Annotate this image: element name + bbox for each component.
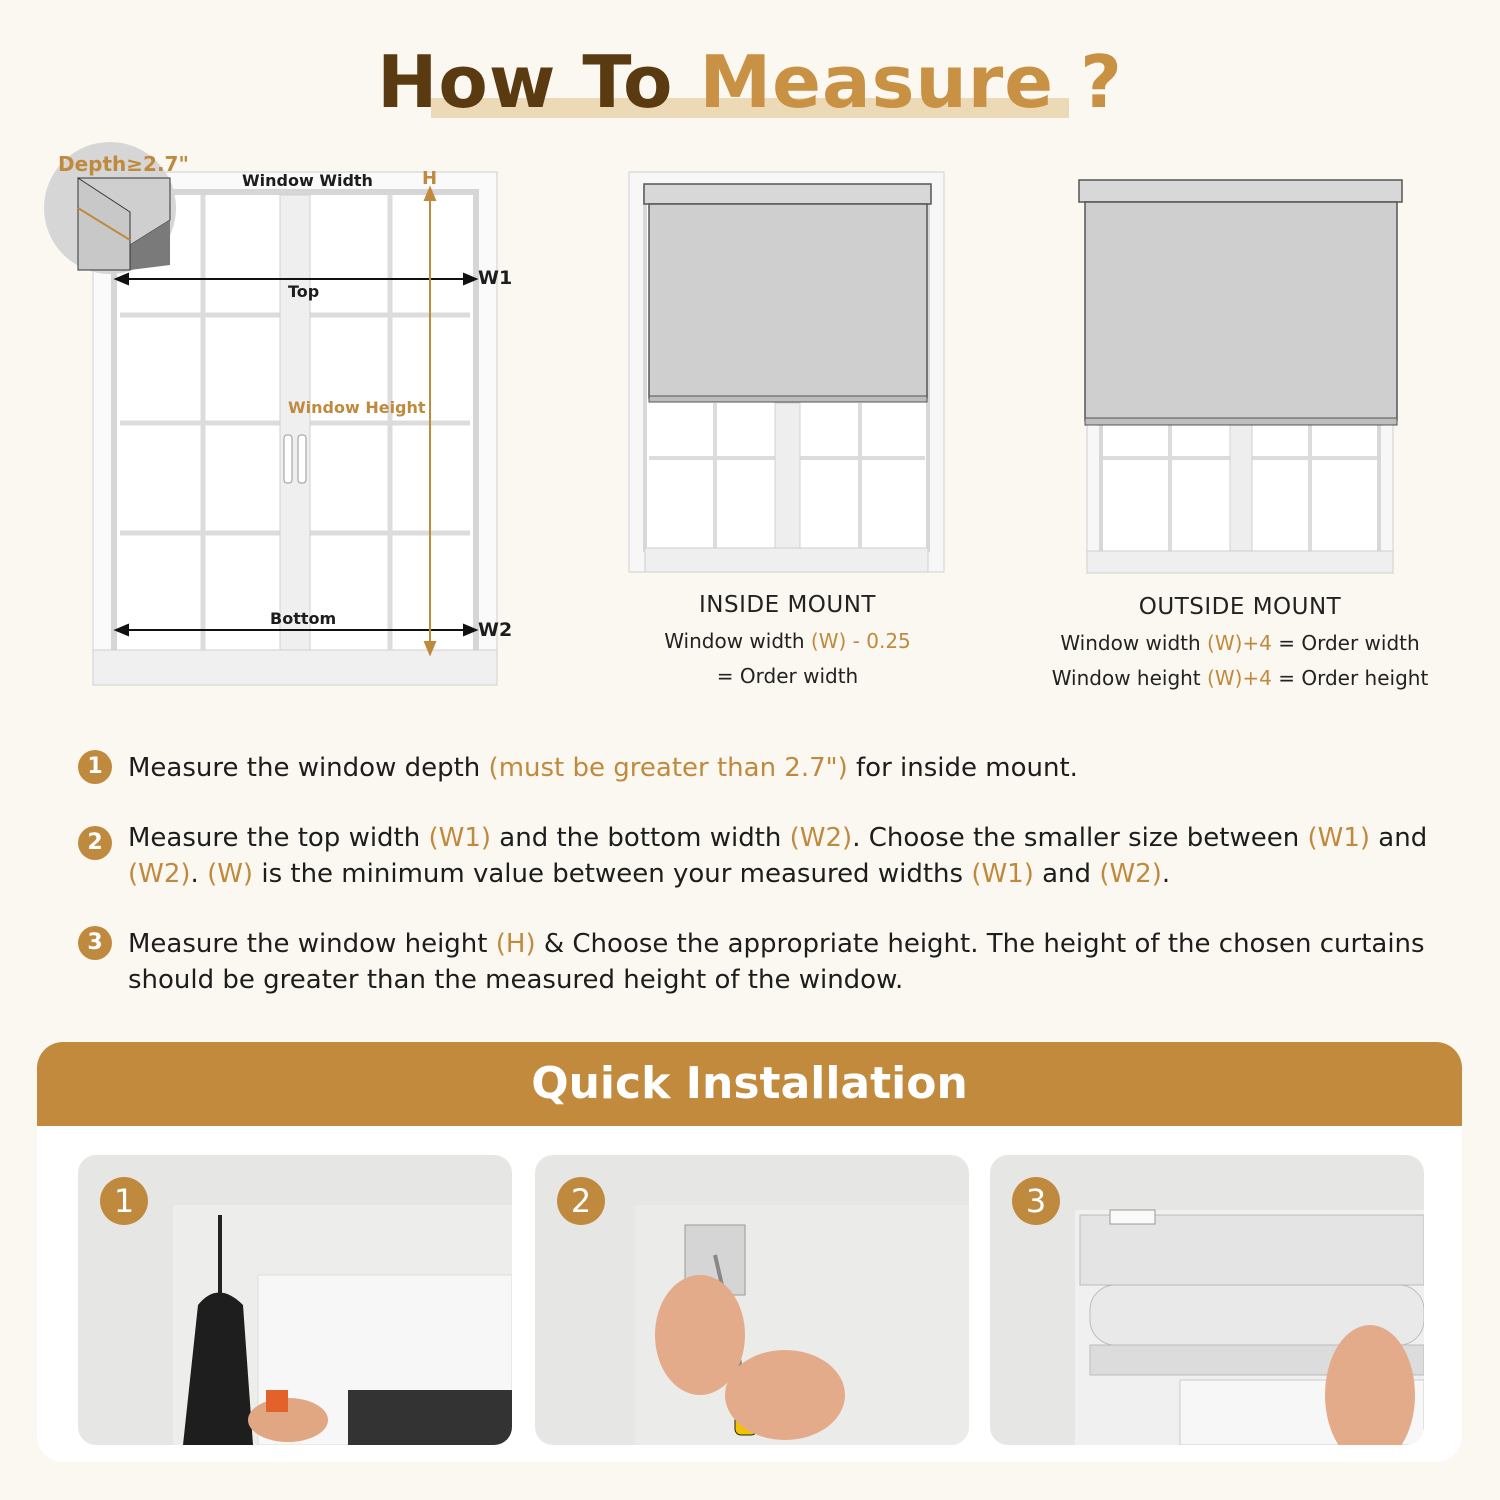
step-number-badge: 2 — [78, 826, 112, 860]
inside-headrail — [644, 184, 931, 204]
inside-mount-formula — [600, 624, 975, 659]
title-part-2: Measure ? — [699, 40, 1123, 124]
step-text: and — [1033, 859, 1100, 889]
outside-mount-width-formula — [1030, 626, 1450, 661]
inside-shade — [649, 204, 927, 398]
title-part-1: How To — [377, 40, 674, 124]
step-number-badge: 1 — [78, 750, 112, 784]
step-text: is the minimum value between your measured widths — [253, 859, 972, 889]
inside-mount-result: = Order width — [716, 664, 859, 688]
formula-text: Window width — [664, 629, 811, 653]
step-highlight: (W2) — [1099, 859, 1162, 889]
step-highlight: (W1) — [428, 823, 492, 853]
formula-highlight: (W) - 0.25 — [810, 629, 911, 653]
inside-mount-heading: INSIDE MOUNT — [699, 592, 876, 618]
step-text: . — [190, 859, 208, 889]
install-photo-shade — [990, 1155, 1424, 1445]
install-photo-bracket — [535, 1155, 969, 1445]
w2-label: W2 — [478, 619, 513, 641]
measure-step-1 — [78, 750, 1438, 786]
step-text: for inside mount. — [847, 753, 1078, 783]
formula-text: = Order width — [1271, 631, 1420, 655]
step-text: . Choose the smaller size between — [852, 823, 1308, 853]
outside-mount-height-formula — [1030, 661, 1450, 696]
step-highlight: (W2) — [128, 859, 191, 889]
step-highlight: (W2) — [789, 823, 853, 853]
step-text: and the bottom width — [491, 823, 790, 853]
outside-shade — [1085, 202, 1397, 420]
formula-highlight: (W)+4 — [1207, 631, 1272, 655]
outside-headrail — [1079, 180, 1402, 202]
w1-label: W1 — [478, 267, 513, 289]
step-highlight: (H) — [495, 929, 536, 959]
step-number-badge: 3 — [78, 926, 112, 960]
step-highlight: (W) — [207, 859, 254, 889]
outside-mount-diagram — [1075, 175, 1410, 580]
page-title — [0, 40, 1500, 124]
outside-mount-info — [1030, 594, 1450, 696]
formula-text: Window width — [1060, 631, 1208, 655]
step-highlight: (must be greater than 2.7") — [488, 753, 848, 783]
step-text: . — [1161, 859, 1171, 889]
measure-step-3 — [78, 926, 1438, 998]
install-step-badge: 2 — [557, 1177, 605, 1225]
step-text: & Choose the appropriate height. The height of the chosen curtains should be greater than the measured height of the window. — [128, 929, 1425, 995]
window-height-label: Window Height — [288, 398, 426, 417]
formula-text: Window height — [1051, 666, 1208, 690]
depth-label: Depth≥2.7" — [58, 152, 189, 176]
install-step-badge: 1 — [100, 1177, 148, 1225]
inside-mount-info — [600, 592, 975, 694]
h-label: H — [422, 168, 438, 189]
formula-text: = Order height — [1271, 666, 1429, 690]
step-highlight: (W1) — [971, 859, 1034, 889]
inside-mount-diagram — [625, 168, 950, 578]
window-width-label: Window Width — [242, 171, 373, 190]
step-text: Measure the top width — [128, 823, 429, 853]
step-highlight: (W1) — [1307, 823, 1371, 853]
measure-step-2 — [78, 820, 1438, 892]
top-label: Top — [288, 282, 320, 301]
outside-mount-heading: OUTSIDE MOUNT — [1138, 594, 1342, 620]
install-step-badge: 3 — [1012, 1177, 1060, 1225]
bottom-label: Bottom — [270, 609, 337, 628]
formula-highlight: (W)+4 — [1207, 666, 1272, 690]
install-photo-drill — [78, 1155, 512, 1445]
quick-installation-title: Quick Installation — [37, 1042, 1462, 1126]
step-text: Measure the window depth — [128, 753, 489, 783]
step-text: and — [1370, 823, 1428, 853]
step-text: Measure the window height — [128, 929, 496, 959]
